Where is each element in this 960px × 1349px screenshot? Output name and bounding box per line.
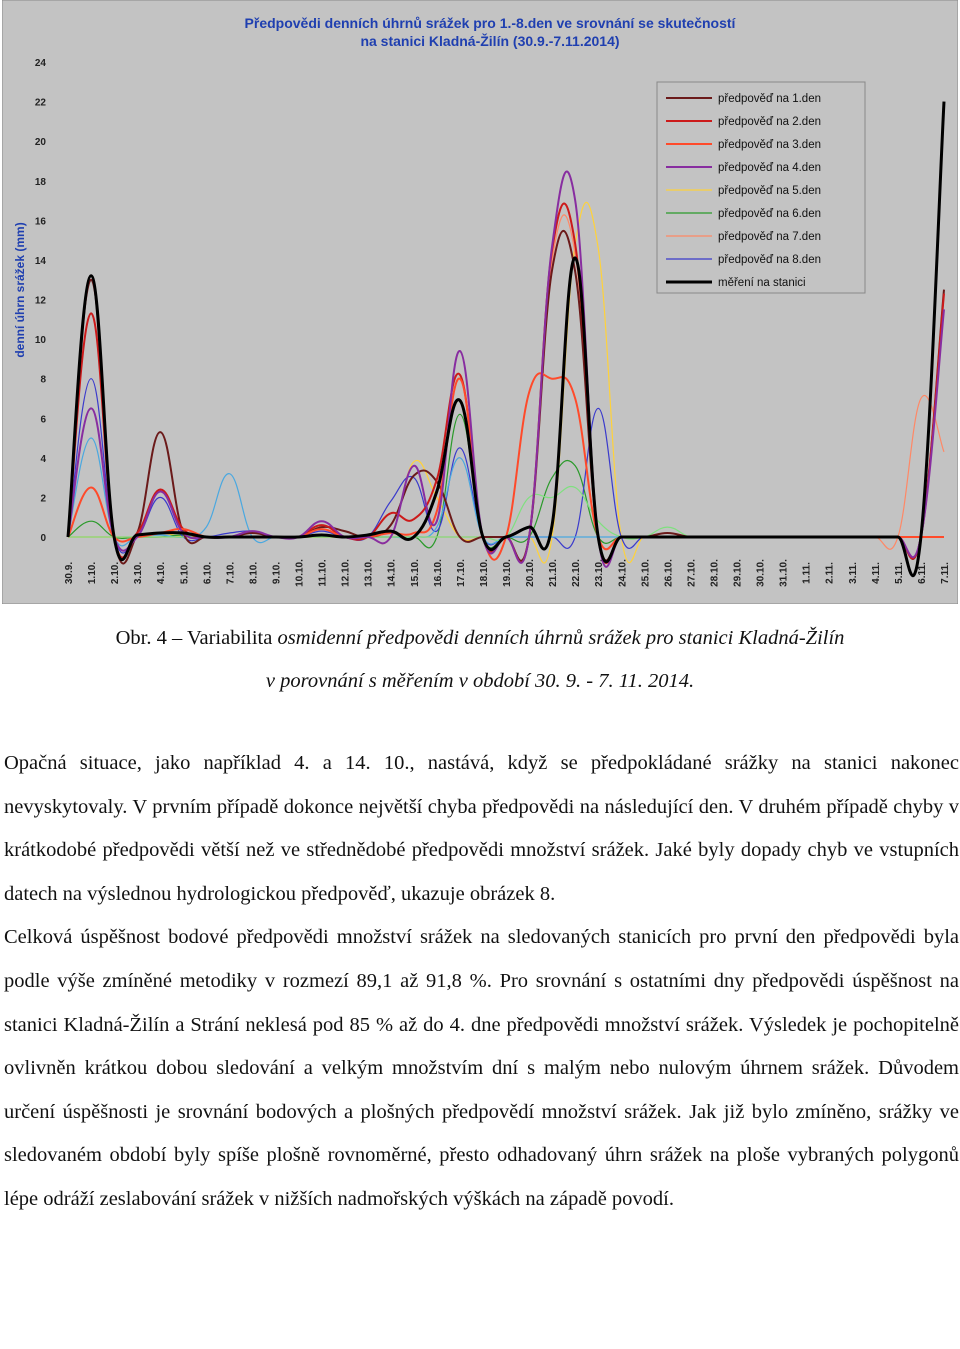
- y-tick-label: 20: [34, 137, 46, 149]
- y-tick-label: 16: [34, 216, 46, 228]
- x-tick-label: 28.10.: [709, 559, 721, 587]
- x-tick-label: 24.10.: [617, 559, 629, 587]
- x-tick-label: 27.10.: [686, 559, 698, 587]
- x-tick-label: 4.11.: [870, 562, 882, 584]
- paragraph-2: Celková úspěšnost bodové předpovědi množství srážek na sledovaných stanicích pro první den předpovědi byla podle výše zmíněné metodiky v rozmezí 89,1 až 91,8 %. Pro srovnání s ostatními dny předpovědi úspěšnost na stanici Kladná-Žilín a Strání neklesá pod 85 % až do 4. dne předpovědi množství srážek. Výsledek je pochopitelně ovlivněn krátkou dobou sledování a velkým množstvím dní s malým nebo nulovým úhrnem srážek. Důvodem určení úspěšnosti je srovnání bodových a plošných předpovědí množství srážek. Jak již bylo zmíněno, srážky ve sledovaném období byly spíše plošně rovnoměrné, přesto odhadovaný úhrn srážek na ploše vybraných polygonů lépe odráží zeslabování srážek v nižších nadmořských výškách na západě povodí.: [4, 926, 959, 1210]
- figure-caption: [0, 617, 960, 703]
- legend-label: předpověď na 8.den: [718, 254, 821, 266]
- y-tick-label: 6: [40, 414, 46, 426]
- y-tick-label: 24: [34, 58, 46, 69]
- x-tick-label: 21.10.: [548, 559, 560, 587]
- x-tick-label: 29.10.: [732, 559, 744, 587]
- y-tick-label: 0: [40, 533, 46, 544]
- x-tick-label: 19.10.: [502, 559, 513, 587]
- x-tick-label: 3.11.: [847, 562, 859, 584]
- x-tick-label: 11.10.: [317, 559, 329, 587]
- x-tick-label: 13.10.: [363, 559, 375, 587]
- x-tick-label: 17.10.: [455, 559, 467, 587]
- x-tick-label: 7.10.: [225, 561, 237, 585]
- legend-label: předpověď na 6.den: [718, 208, 821, 220]
- x-tick-label: 5.11.: [893, 562, 905, 584]
- caption-line-1: [0, 617, 960, 660]
- y-tick-label: 22: [34, 97, 46, 109]
- x-tick-label: 10.10.: [294, 559, 306, 587]
- caption-prefix: Obr. 4 – Variabilita: [115, 627, 278, 649]
- y-tick-label: 18: [34, 176, 46, 188]
- caption-title: osmidenní předpovědi denních úhrnů srážek pro stanici Kladná-Žilín: [277, 627, 845, 649]
- x-tick-label: 30.10.: [755, 559, 767, 587]
- legend-label: předpověď na 7.den: [718, 231, 821, 243]
- caption-line-2: v porovnání s měřením v období 30. 9. - 7. 11. 2014.: [265, 670, 695, 692]
- x-tick-label: 4.10.: [156, 561, 168, 585]
- legend-label: předpověď na 2.den: [718, 116, 821, 128]
- x-tick-label: 25.10.: [640, 559, 652, 587]
- x-tick-label: 6.11.: [916, 562, 928, 584]
- x-tick-label: 20.10.: [525, 559, 537, 587]
- x-tick-label: 23.10.: [594, 559, 606, 587]
- x-tick-label: 5.10.: [179, 561, 191, 585]
- y-tick-label: 12: [34, 295, 46, 307]
- x-tick-label: 16.10.: [432, 559, 444, 587]
- x-tick-label: 6.10.: [202, 561, 214, 585]
- x-tick-label: 12.10.: [340, 559, 352, 587]
- precipitation-chart: [2, 0, 958, 604]
- x-tick-label: 26.10.: [663, 559, 675, 587]
- chart-title: Předpovědi denních úhrnů srážek pro 1.-8.den ve srovnání se skutečností: [244, 15, 736, 31]
- body-text: [4, 742, 959, 1222]
- x-tick-label: 1.10.: [87, 561, 99, 585]
- legend-label: předpověď na 1.den: [718, 93, 821, 105]
- x-tick-label: 8.10.: [248, 561, 260, 585]
- x-tick-label: 2.10.: [110, 561, 122, 585]
- legend-label: předpověď na 4.den: [718, 162, 821, 174]
- y-tick-label: 2: [40, 493, 46, 505]
- y-tick-label: 4: [40, 453, 46, 465]
- x-tick-label: 18.10.: [478, 559, 490, 587]
- chart-svg: [2, 0, 958, 604]
- y-tick-label: 8: [40, 374, 46, 386]
- legend-label: předpověď na 5.den: [718, 185, 821, 197]
- legend-label: předpověď na 3.den: [718, 139, 821, 151]
- x-tick-label: 7.11.: [940, 562, 951, 584]
- x-tick-label: 31.10.: [778, 559, 790, 587]
- y-tick-label: 14: [34, 255, 46, 267]
- chart-subtitle: na stanici Kladná-Žilín (30.9.-7.11.2014): [360, 33, 620, 49]
- paragraph-1: Opačná situace, jako například 4. a 14. 10., nastává, když se předpokládané srážky na stanici nakonec nevyskytovaly. V prvním případě dokonce největší chyba předpovědi na následující den. V druhém případě chyby v krátkodobé předpovědi větší než ve střednědobé předpovědi množství srážek. Jaké byly dopady chyb ve vstupních datech na výslednou hydrologickou předpověď, ukazuje obrázek 8.: [4, 752, 959, 905]
- x-tick-label: 15.10.: [409, 559, 421, 587]
- x-tick-label: 9.10.: [271, 561, 283, 585]
- x-tick-label: 30.9.: [64, 561, 75, 585]
- y-axis-label: denní úhrn srážek (mm): [13, 222, 27, 358]
- x-tick-label: 2.11.: [824, 562, 836, 584]
- x-tick-label: 1.11.: [801, 562, 813, 584]
- legend: [657, 82, 865, 293]
- x-tick-label: 3.10.: [133, 561, 145, 585]
- x-tick-label: 22.10.: [571, 559, 583, 587]
- y-tick-label: 10: [34, 335, 46, 347]
- x-tick-label: 14.10.: [386, 559, 398, 587]
- legend-label: měření na stanici: [718, 277, 806, 289]
